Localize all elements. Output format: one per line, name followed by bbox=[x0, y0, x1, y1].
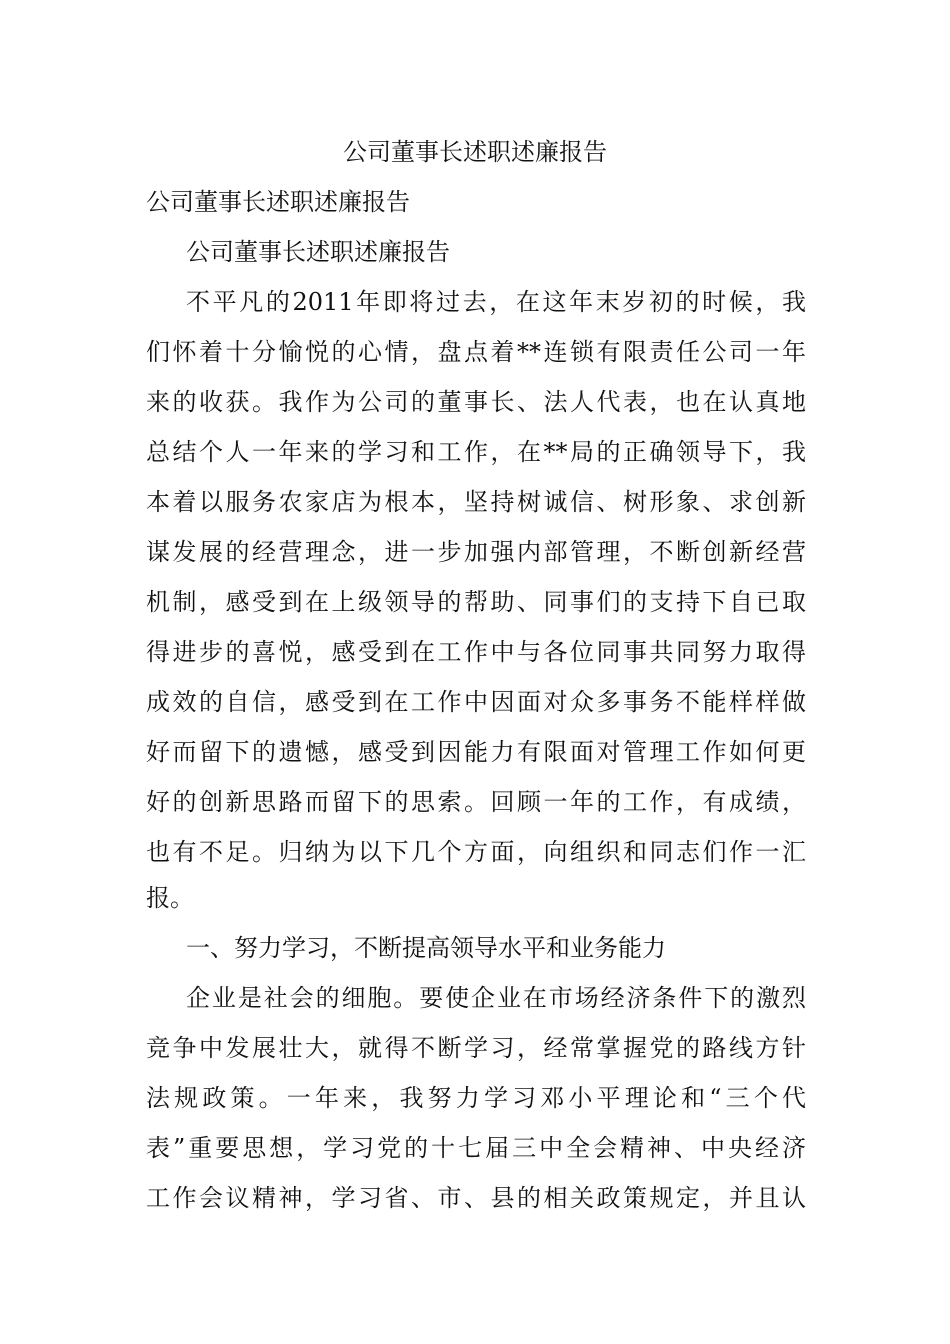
paragraph-line: 企业是社会的细胞。要使企业在市场经济条件下的激烈 bbox=[186, 984, 806, 1012]
document-subtitle: 公司董事长述职述廉报告 bbox=[146, 188, 410, 216]
paragraph-line: 谋发展的经营理念，进一步加强内部管理，不断创新经营 bbox=[146, 538, 806, 566]
paragraph-line: 机制，感受到在上级领导的帮助、同事们的支持下自已取 bbox=[146, 588, 806, 616]
paragraph-line: 法规政策。一年来，我努力学习邓小平理论和“三个代 bbox=[146, 1084, 806, 1112]
paragraph-line: 竞争中发展壮大，就得不断学习，经常掌握党的路线方针 bbox=[146, 1034, 806, 1062]
paragraph-line: 们怀着十分愉悦的心情，盘点着**连锁有限责任公司一年 bbox=[146, 338, 806, 366]
paragraph-line: 好而留下的遗憾，感受到因能力有限面对管理工作如何更 bbox=[146, 738, 806, 766]
document-title: 公司董事长述职述廉报告 bbox=[343, 138, 607, 166]
paragraph-line: 表”重要思想，学习党的十七届三中全会精神、中央经济 bbox=[146, 1134, 806, 1162]
paragraph-line: 好的创新思路而留下的思索。回顾一年的工作，有成绩， bbox=[146, 788, 806, 816]
section-heading: 一、努力学习，不断提高领导水平和业务能力 bbox=[186, 934, 666, 962]
indented-heading: 公司董事长述职述廉报告 bbox=[186, 238, 450, 266]
paragraph-line: 工作会议精神，学习省、市、县的相关政策规定，并且认 bbox=[146, 1184, 806, 1212]
paragraph-line: 总结个人一年来的学习和工作，在**局的正确领导下，我 bbox=[146, 438, 806, 466]
paragraph-line: 本着以服务农家店为根本，坚持树诚信、树形象、求创新 bbox=[146, 488, 806, 516]
paragraph-line: 得进步的喜悦，感受到在工作中与各位同事共同努力取得 bbox=[146, 638, 806, 666]
paragraph-line: 来的收获。我作为公司的董事长、法人代表，也在认真地 bbox=[146, 388, 806, 416]
paragraph-line: 成效的自信，感受到在工作中因面对众多事务不能样样做 bbox=[146, 688, 806, 716]
paragraph-line: 不平凡的2011年即将过去，在这年末岁初的时候，我 bbox=[186, 288, 806, 316]
paragraph-line: 报。 bbox=[146, 884, 194, 912]
paragraph-line: 也有不足。归纳为以下几个方面，向组织和同志们作一汇 bbox=[146, 838, 806, 866]
